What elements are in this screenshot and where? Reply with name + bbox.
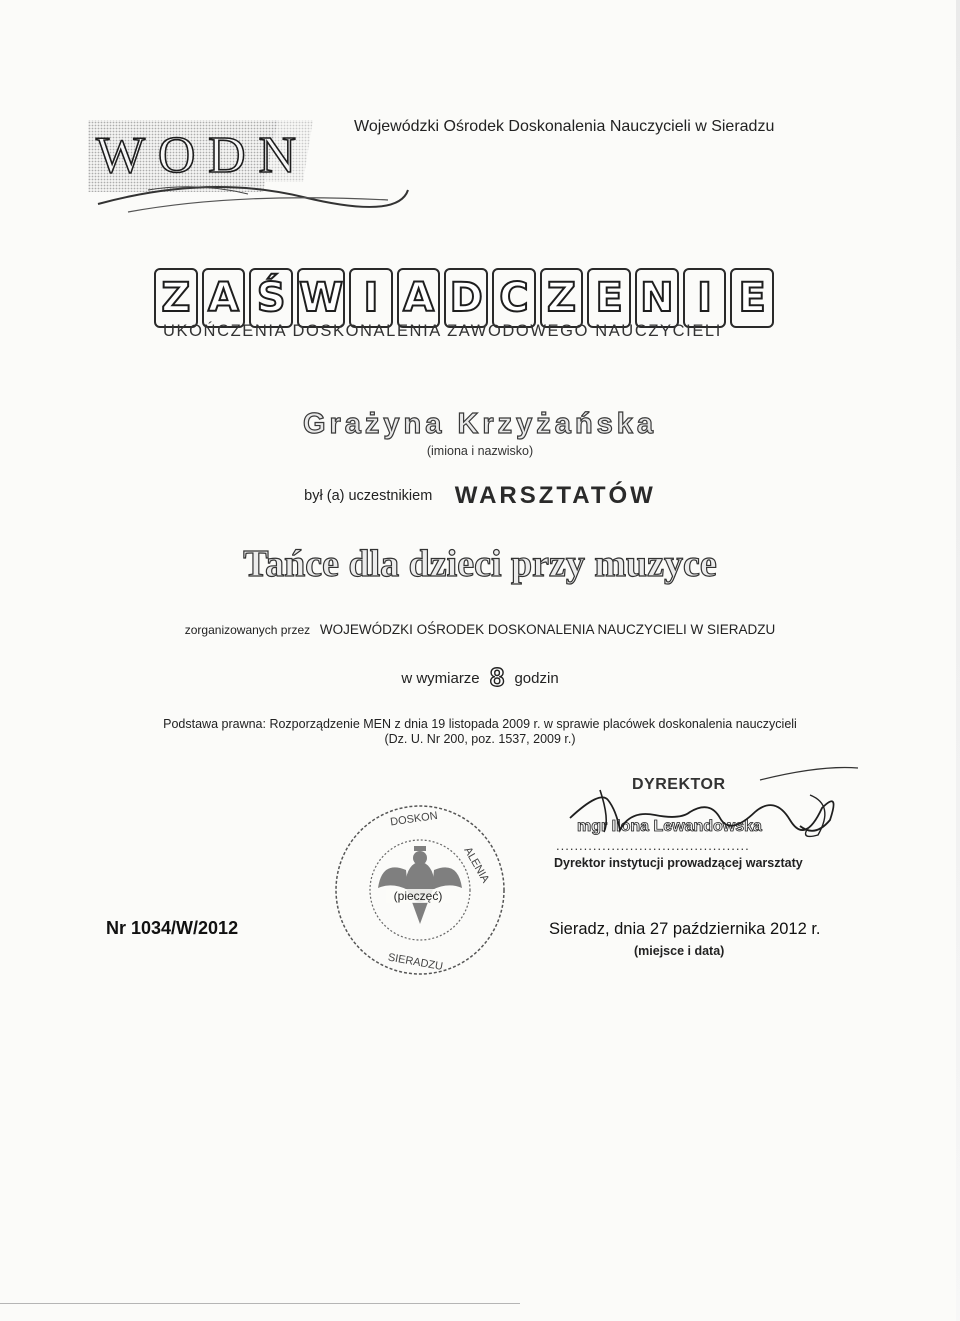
title-letter: E xyxy=(730,268,774,328)
title-letter: A xyxy=(202,268,246,328)
participation-line xyxy=(0,482,960,510)
signature-dotted-line: .......................................... xyxy=(556,838,750,853)
title-letter: C xyxy=(492,268,536,328)
organizer-line xyxy=(0,622,960,637)
svg-text:ALENIA: ALENIA xyxy=(461,845,492,886)
duration-prefix: w wymiarze xyxy=(401,670,480,687)
signatory-name: mgr Ilona Lewandowska xyxy=(577,818,762,835)
title-letter: Z xyxy=(154,268,198,328)
legal-basis xyxy=(130,717,830,747)
title-letter: Ś xyxy=(249,268,293,328)
workshop-topic: Tańce dla dzieci przy muzyce xyxy=(243,543,717,585)
svg-text:DOSKON: DOSKON xyxy=(389,809,439,829)
title-letter: Z xyxy=(540,268,584,328)
certificate-title xyxy=(154,268,774,328)
title-letter: I xyxy=(683,268,727,328)
organizer-label: zorganizowanych przez xyxy=(184,623,311,637)
title-letter: E xyxy=(587,268,631,328)
title-letter: N xyxy=(635,268,679,328)
participation-label: był (a) uczestnikiem xyxy=(304,488,433,504)
title-letter: I xyxy=(349,268,393,328)
legal-basis-reference: (Dz. U. Nr 200, poz. 1537, 2009 r.) xyxy=(384,732,576,746)
scan-artifact-line xyxy=(0,1303,520,1304)
title-letter: A xyxy=(397,268,441,328)
participant-name: Grażyna Krzyżańska xyxy=(302,408,658,440)
signature-title: DYREKTOR xyxy=(632,776,726,793)
institution-name: Wojewódzki Ośrodek Doskonalenia Nauczycieli w Sieradzu xyxy=(354,118,775,135)
organizer-name: WOJEWÓDZKI OŚRODEK DOSKONALENIA NAUCZYCIELI W SIERADZU xyxy=(319,622,776,637)
duration-suffix: godzin xyxy=(514,670,559,687)
signature-caption: Dyrektor instytucji prowadzącej warsztaty xyxy=(554,856,803,870)
handwritten-signature xyxy=(560,760,860,850)
stamp-label: (pieczęć) xyxy=(386,889,450,903)
title-letter: D xyxy=(444,268,488,328)
participant-name-caption: (imiona i nazwisko) xyxy=(426,444,534,458)
duration-hours: 8 xyxy=(489,662,505,692)
legal-basis-line: Podstawa prawna: Rozporządzenie MEN z dnia 19 listopada 2009 r. w sprawie placówek doskonalenia nauczycieli xyxy=(163,717,797,731)
svg-text:SIERADZU: SIERADZU xyxy=(386,951,444,973)
scan-edge xyxy=(956,0,960,1321)
duration-line xyxy=(0,662,960,693)
training-form: WARSZTATÓW xyxy=(454,482,656,509)
place-and-date: Sieradz, dnia 27 października 2012 r. xyxy=(549,920,821,938)
place-and-date-caption: (miejsce i data) xyxy=(634,944,725,958)
title-letter: W xyxy=(297,268,345,328)
document-number: Nr 1034/W/2012 xyxy=(106,918,239,938)
svg-text:WODN: WODN xyxy=(96,127,296,184)
certificate-subtitle: UKOŃCZENIA DOSKONALENIA ZAWODOWEGO NAUCZYCIELI xyxy=(163,322,722,340)
